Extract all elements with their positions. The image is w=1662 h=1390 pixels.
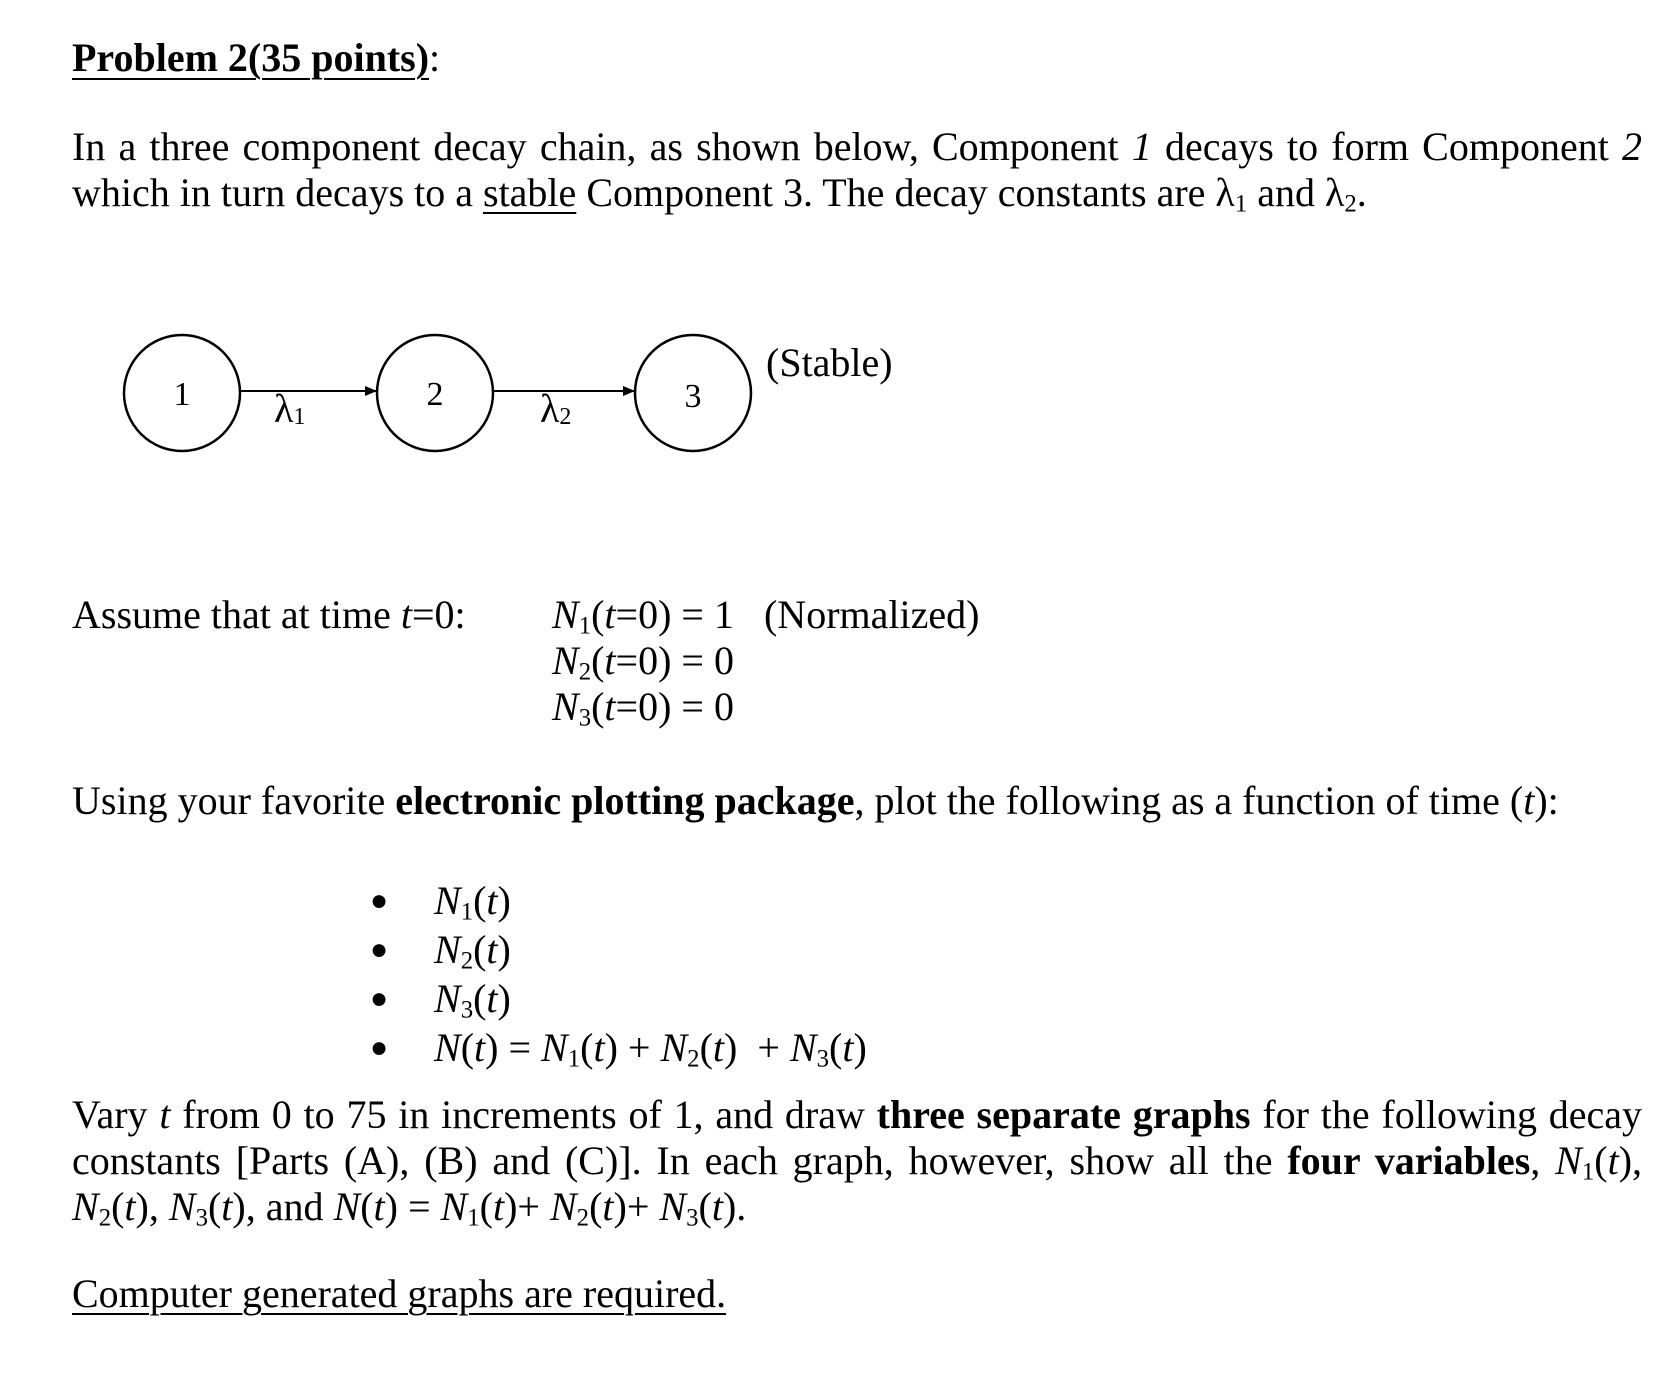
- intro-paragraph: In a three component decay chain, as shown below, Component 1 decays to form Component 2 which in turn decays to a stable Component 3. The decay constants are $\lambda_1$ and $\lambda_2$.: [72, 124, 1642, 218]
- initial-conditions-lead: Assume that at time t=0:: [72, 592, 466, 637]
- initial-condition-n1: $N_1(t=0) = 1$ (Normalized): [552, 592, 980, 640]
- decay-chain-diagram: [120, 318, 980, 468]
- initial-condition-n2: $N_2(t=0) = 0$: [552, 638, 734, 686]
- component-1-ref: 1: [1131, 124, 1152, 169]
- node-2-label: 2: [426, 376, 444, 413]
- problem-number: Problem 2: [72, 35, 248, 80]
- lambda-1: $\lambda_1$: [1215, 170, 1248, 218]
- stable-word: stable: [483, 170, 577, 215]
- list-item: ● $N_2(t)$: [370, 927, 511, 975]
- vary-paragraph: Vary t from 0 to 75 in increments of 1, and draw three separate graphs for the following decay constants [Parts (A), (B) and (C)]. In each graph, however, show all the four variables, $N_1(t)$, $N_2(t)$, $N_3(t)$, and $N(t) = N_1(t)+ N_2(t)+ N_3(t)$.: [72, 1092, 1643, 1232]
- node-3-label: 3: [684, 378, 702, 415]
- lambda-2: $\lambda_2$: [1324, 170, 1357, 218]
- bullet-icon: ●: [370, 1031, 389, 1064]
- stable-label: (Stable): [766, 340, 893, 385]
- component-2-ref: 2: [1622, 124, 1642, 169]
- normalized-note: (Normalized): [763, 592, 980, 637]
- title-colon: :: [429, 35, 441, 80]
- bullet-icon: ●: [370, 933, 389, 966]
- list-item: ● $N_3(t)$: [370, 976, 511, 1024]
- plot-instruction: Using your favorite electronic plotting package, plot the following as a function of time (t):: [72, 778, 1559, 823]
- node-1-label: 1: [173, 376, 191, 413]
- list-item: ● $N(t) = N_1(t) + N_2(t) + N_3(t)$: [370, 1025, 867, 1073]
- edge-2-lambda-label: λ2: [540, 386, 572, 431]
- requirement-note: Computer generated graphs are required.: [72, 1271, 727, 1316]
- problem-points: (35 points): [247, 35, 430, 80]
- initial-condition-n3: $N_3(t=0) = 0$: [552, 684, 734, 732]
- bullet-icon: ●: [370, 982, 389, 1015]
- edge-1-lambda-label: λ1: [274, 386, 306, 431]
- initial-conditions-equations: [552, 592, 979, 730]
- bullet-icon: ●: [370, 884, 389, 917]
- list-item: ● $N_1(t)$: [370, 878, 511, 926]
- variables-list: [370, 876, 867, 1072]
- problem-title: [72, 34, 440, 81]
